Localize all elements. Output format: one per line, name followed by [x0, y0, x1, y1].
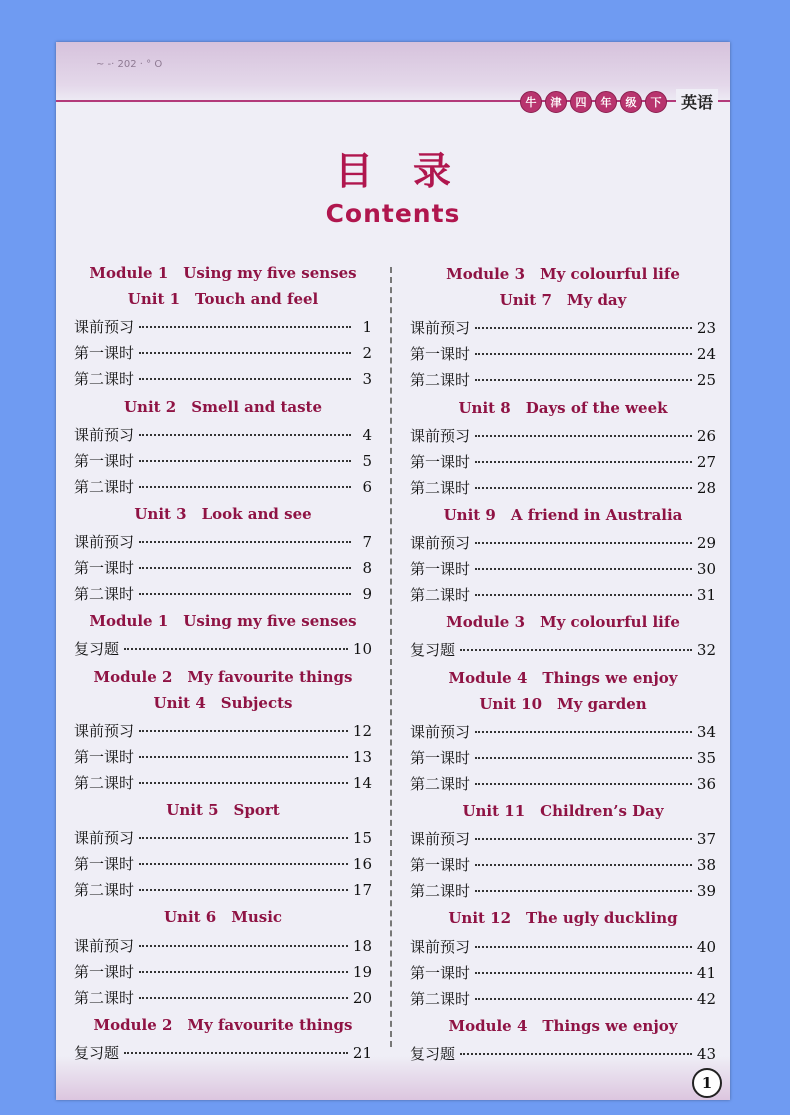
toc-page-number: 3 — [362, 370, 372, 389]
toc-entry[interactable] — [410, 988, 716, 1010]
toc-entry[interactable] — [74, 342, 372, 364]
toc-entry[interactable] — [74, 583, 372, 605]
toc-page-number: 34 — [696, 722, 716, 741]
toc-entry-label: 课前预习 — [74, 936, 135, 955]
toc-heading: Module 3 My colourful life — [446, 613, 680, 632]
dot-leader — [139, 567, 351, 569]
toc-page-number: 10 — [352, 640, 372, 659]
toc-entry-label: 第二课时 — [410, 989, 471, 1008]
toc-page-number: 24 — [696, 345, 716, 364]
dot-leader — [475, 435, 692, 437]
toc-heading: Unit 9 A friend in Australia — [443, 505, 683, 524]
dot-leader — [475, 864, 692, 866]
toc-entry-label: 课前预习 — [74, 721, 135, 740]
toc-entry[interactable] — [74, 720, 372, 742]
dot-leader — [475, 731, 692, 733]
toc-entry[interactable] — [74, 746, 372, 768]
toc-page-number: 16 — [352, 855, 372, 874]
dot-leader — [139, 593, 351, 595]
dot-leader — [475, 972, 692, 974]
toc-entry-label: 课前预习 — [410, 830, 471, 849]
toc-page-number: 2 — [362, 344, 372, 363]
toc-heading: Unit 8 Days of the week — [458, 398, 668, 417]
toc-entry-label: 第一课时 — [410, 345, 471, 364]
toc-entry-label: 第二课时 — [74, 881, 135, 900]
toc-entry[interactable] — [410, 773, 716, 795]
toc-entry[interactable] — [74, 772, 372, 794]
toc-entry-label: 第二课时 — [410, 478, 471, 497]
grade-char-4: 年 — [595, 91, 617, 113]
toc-entry[interactable] — [410, 880, 716, 902]
toc-page-number: 18 — [352, 936, 372, 955]
dot-leader — [124, 1052, 348, 1054]
toc-page-number: 43 — [696, 1044, 716, 1063]
toc-page-number: 41 — [696, 963, 716, 982]
toc-entry[interactable] — [74, 476, 372, 498]
dot-leader — [475, 461, 692, 463]
toc-heading: Unit 4 Subjects — [153, 693, 293, 712]
toc-entry-label: 复习题 — [410, 641, 456, 660]
toc-entry-label: 第二课时 — [74, 988, 135, 1007]
toc-entry[interactable] — [410, 451, 716, 473]
toc-entry-label: 第一课时 — [74, 559, 135, 578]
toc-entry[interactable] — [74, 316, 372, 338]
toc-page-number: 25 — [696, 371, 716, 390]
dot-leader — [460, 1053, 692, 1055]
toc-entry-label: 课前预习 — [74, 533, 135, 551]
toc-entry-label: 第一课时 — [74, 344, 135, 363]
toc-page-number: 4 — [362, 425, 372, 444]
toc-page-number: 39 — [696, 882, 716, 901]
toc-entry[interactable] — [410, 962, 716, 984]
dot-leader — [139, 352, 351, 354]
dot-leader — [475, 327, 692, 329]
toc-page-number: 28 — [696, 478, 716, 497]
toc-page-number: 40 — [696, 937, 716, 956]
toc-page-number: 13 — [352, 747, 372, 766]
toc-heading: Module 4 Things we enjoy — [448, 1016, 678, 1035]
toc-entry[interactable] — [410, 828, 716, 850]
toc-heading: Module 4 Things we enjoy — [448, 668, 678, 687]
toc-entry[interactable] — [410, 854, 716, 876]
dot-leader — [139, 997, 348, 999]
dot-leader — [139, 945, 348, 947]
dot-leader — [475, 353, 692, 355]
toc-entry[interactable] — [74, 935, 372, 957]
toc-entry-label: 第二课时 — [74, 477, 135, 496]
toc-page-number: 32 — [696, 641, 716, 660]
toc-entry-label: 课前预习 — [74, 318, 135, 337]
toc-page-number: 14 — [352, 773, 372, 792]
toc-entry[interactable] — [410, 558, 716, 580]
toc-entry-label: 课前预习 — [74, 829, 135, 848]
toc-entry-label: 第二课时 — [410, 586, 471, 605]
dot-leader — [475, 998, 692, 1000]
toc-entry[interactable] — [74, 638, 372, 660]
dot-leader — [139, 730, 348, 732]
toc-entry[interactable] — [410, 721, 716, 743]
toc-entry[interactable] — [410, 343, 716, 365]
toc-entry-label: 第二课时 — [410, 882, 471, 901]
dot-leader — [475, 379, 692, 381]
toc-page-number: 20 — [352, 988, 372, 1007]
toc-entry[interactable] — [74, 879, 372, 901]
toc-entry[interactable] — [74, 987, 372, 1009]
page-title-chinese: 目录 — [334, 149, 491, 193]
toc-page-number: 19 — [352, 962, 372, 981]
dot-leader — [475, 946, 692, 948]
grade-char-3: 四 — [570, 91, 592, 113]
toc-entry-label: 第二课时 — [74, 773, 135, 792]
toc-entry[interactable] — [410, 317, 716, 339]
toc-heading: Unit 1 Touch and feel — [127, 290, 319, 309]
toc-page-number: 9 — [362, 585, 372, 604]
toc-heading: Unit 12 The ugly duckling — [448, 909, 678, 928]
toc-page-number: 37 — [696, 830, 716, 849]
dot-leader — [475, 487, 692, 489]
toc-entry-label: 课前预习 — [410, 319, 471, 338]
dot-leader — [475, 783, 692, 785]
book-page — [56, 42, 730, 1100]
toc-entry-label: 第一课时 — [410, 856, 471, 875]
toc-page-number: 5 — [362, 451, 372, 470]
toc-entry[interactable] — [74, 1042, 372, 1064]
toc-entry[interactable] — [410, 532, 716, 554]
dot-leader — [475, 568, 692, 570]
toc-entry[interactable] — [410, 425, 716, 447]
grade-char-1: 牛 — [520, 91, 542, 113]
toc-page-number: 1 — [362, 318, 372, 337]
toc-heading: Unit 11 Children’s Day — [462, 802, 664, 820]
toc-entry[interactable] — [74, 853, 372, 875]
toc-entry-label: 课前预习 — [410, 426, 471, 445]
toc-entry[interactable] — [410, 747, 716, 769]
toc-page-number: 38 — [696, 856, 716, 875]
toc-heading: Unit 7 My day — [499, 291, 627, 310]
toc-page-number: 36 — [696, 774, 716, 793]
toc-entry-label: 第一课时 — [74, 747, 135, 766]
dot-leader — [139, 434, 351, 436]
toc-page-number: 30 — [696, 560, 716, 579]
dot-leader — [139, 326, 351, 328]
toc-heading: Module 3 My colourful life — [446, 265, 680, 283]
toc-entry[interactable] — [74, 557, 372, 579]
dot-leader — [475, 838, 692, 840]
toc-entry[interactable] — [74, 827, 372, 849]
toc-page-number: 42 — [696, 989, 716, 1008]
toc-page-number: 29 — [696, 534, 716, 552]
toc-entry-label: 第一课时 — [410, 963, 471, 982]
toc-entry-label: 复习题 — [74, 1043, 120, 1062]
toc-entry[interactable] — [74, 531, 372, 553]
dot-leader — [475, 890, 692, 892]
toc-heading: Unit 10 My garden — [479, 694, 647, 713]
dot-leader — [139, 863, 348, 865]
toc-heading: Unit 6 Music — [163, 908, 283, 927]
toc-page-number: 23 — [696, 319, 716, 338]
toc-entry[interactable] — [410, 369, 716, 391]
toc-entry[interactable] — [74, 961, 372, 983]
toc-page-number: 17 — [352, 881, 372, 900]
toc-page-number: 8 — [362, 559, 372, 578]
toc-entry-label: 课前预习 — [74, 425, 135, 444]
toc-page-number: 26 — [696, 426, 716, 445]
toc-entry[interactable] — [410, 584, 716, 606]
toc-page-number: 6 — [362, 477, 372, 496]
dot-leader — [139, 378, 351, 380]
toc-entry-label: 课前预习 — [410, 937, 471, 956]
toc-page-number: 31 — [696, 586, 716, 605]
toc-entry[interactable] — [410, 1043, 716, 1065]
toc-entry-label: 第二课时 — [74, 370, 135, 389]
toc-page-number: 35 — [696, 748, 716, 767]
dot-leader — [475, 757, 692, 759]
toc-entry-label: 第二课时 — [74, 585, 135, 604]
toc-entry[interactable] — [74, 424, 372, 446]
dot-leader — [475, 542, 692, 544]
toc-entry-label: 第二课时 — [410, 774, 471, 793]
dot-leader — [139, 782, 348, 784]
toc-entry-label: 复习题 — [410, 1044, 456, 1063]
grade-char-6: 下 — [645, 91, 667, 113]
toc-entry[interactable] — [410, 936, 716, 958]
toc-entry-label: 第一课时 — [74, 855, 135, 874]
toc-entry-label: 第一课时 — [74, 451, 135, 470]
grade-label — [520, 89, 718, 114]
toc-entry-label: 复习题 — [74, 640, 120, 659]
toc-heading: Unit 3 Look and see — [134, 504, 312, 523]
toc-entry-label: 第二课时 — [410, 371, 471, 390]
toc-heading: Unit 5 Sport — [166, 801, 280, 819]
toc-entry-label: 第一课时 — [410, 748, 471, 767]
dot-leader — [139, 889, 348, 891]
pencil-scribble: ~ -· 202 · ° O — [96, 59, 163, 70]
dot-leader — [139, 541, 351, 543]
grade-char-2: 津 — [545, 91, 567, 113]
toc-page-number: 7 — [362, 533, 372, 551]
dot-leader — [139, 460, 351, 462]
toc-entry[interactable] — [410, 477, 716, 499]
toc-page-number: 15 — [352, 829, 372, 848]
page-number: 1 — [692, 1068, 722, 1098]
toc-heading: Module 1 Using my five senses — [89, 264, 357, 282]
page-title-english: Contents — [325, 199, 461, 228]
dot-leader — [139, 837, 348, 839]
toc-entry[interactable] — [74, 368, 372, 390]
dot-leader — [139, 486, 351, 488]
toc-heading: Module 2 My favourite things — [93, 1015, 353, 1034]
dot-leader — [460, 649, 692, 651]
toc-entry-label: 课前预习 — [410, 722, 471, 741]
toc-page-number: 27 — [696, 452, 716, 471]
toc-entry-label: 课前预习 — [410, 534, 471, 552]
toc-heading: Module 1 Using my five senses — [89, 612, 357, 631]
toc-heading: Unit 2 Smell and taste — [123, 397, 323, 416]
toc-page-number: 21 — [352, 1043, 372, 1062]
dot-leader — [139, 971, 348, 973]
toc-entry-label: 第一课时 — [74, 962, 135, 981]
grade-char-5: 级 — [620, 91, 642, 113]
dot-leader — [475, 594, 692, 596]
toc-entry-label: 第一课时 — [410, 452, 471, 471]
subject-label: 英语 — [676, 89, 718, 114]
toc-entry[interactable] — [410, 639, 716, 661]
toc-entry[interactable] — [74, 450, 372, 472]
toc-entry-label: 第一课时 — [410, 560, 471, 579]
toc-page-number: 12 — [352, 721, 372, 740]
dot-leader — [124, 648, 348, 650]
dot-leader — [139, 756, 348, 758]
column-divider — [390, 267, 392, 1047]
toc-heading: Module 2 My favourite things — [93, 667, 353, 686]
